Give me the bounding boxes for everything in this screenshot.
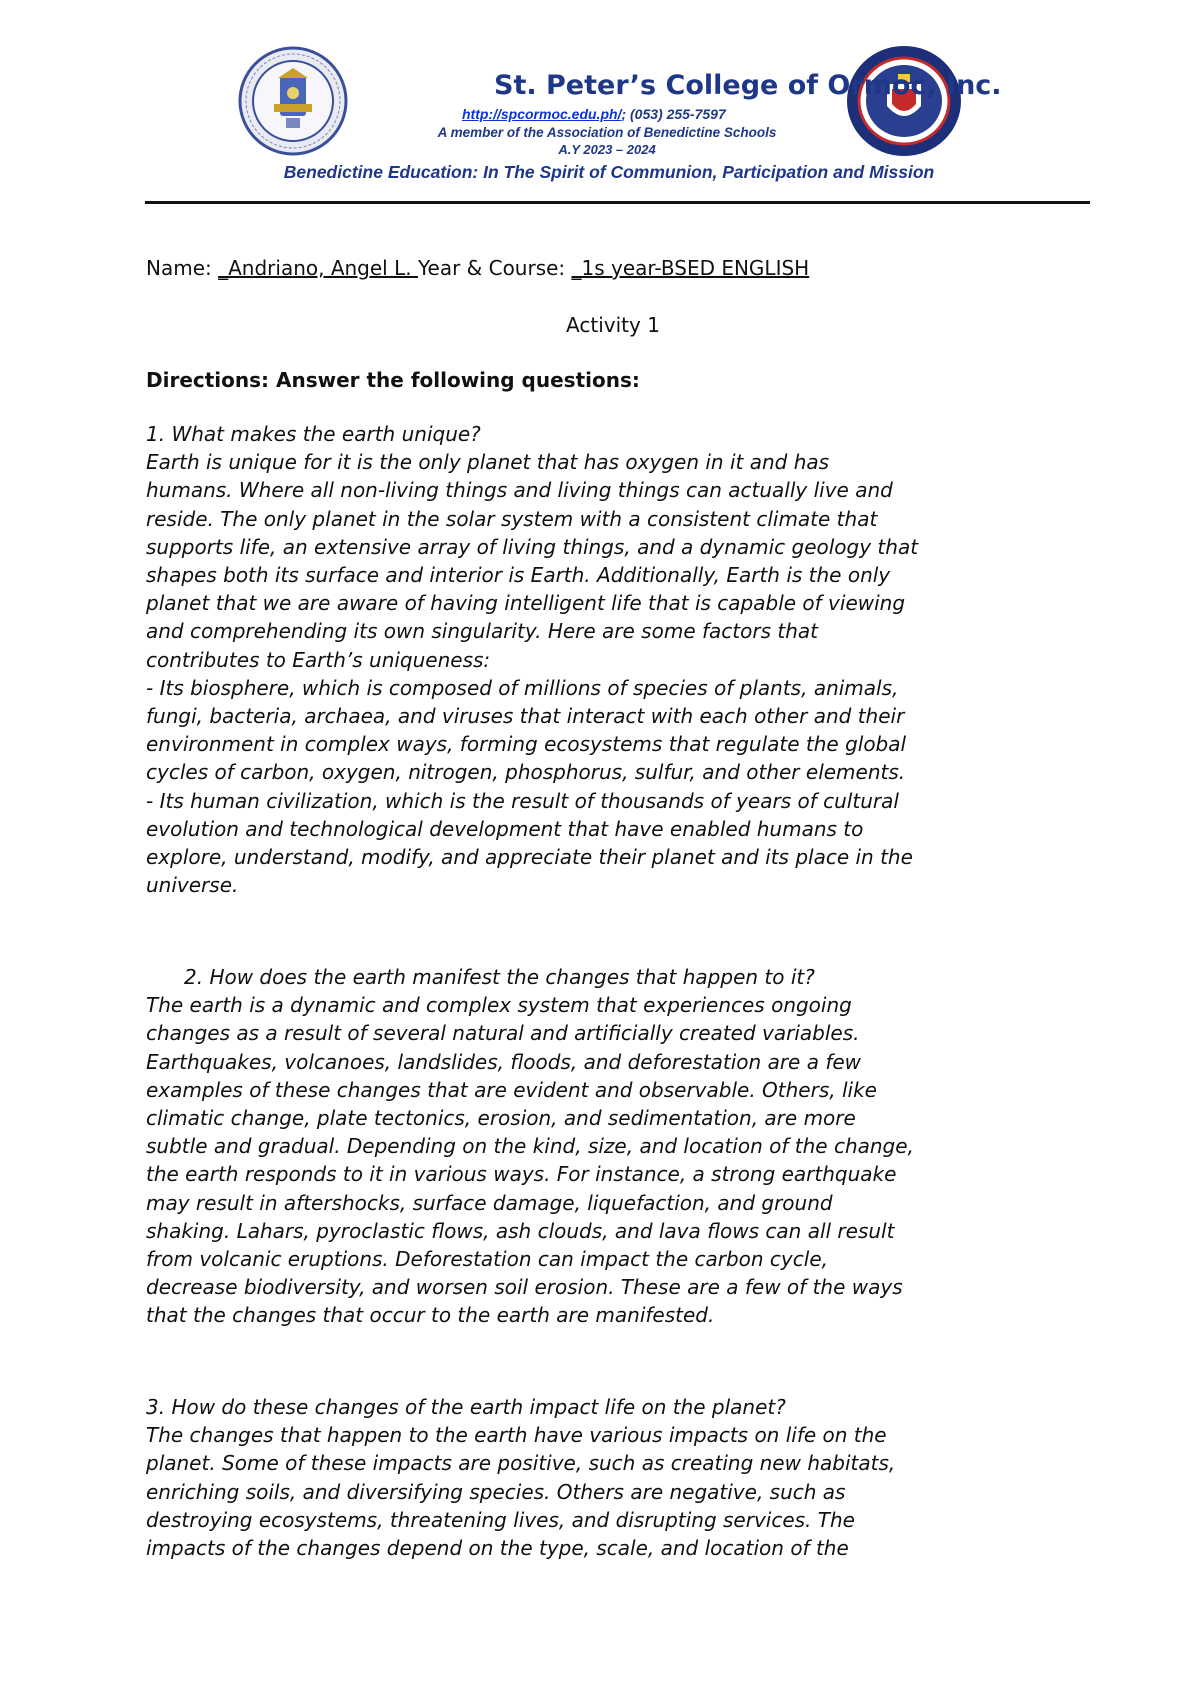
answer-line: - Its biosphere, which is composed of millions of species of plants, animals, [146, 675, 899, 700]
answer-line: - Its human civilization, which is the result of thousands of years of cultural [146, 788, 899, 813]
student-course: _1s year-BSED ENGLISH [571, 256, 810, 280]
answer-line: changes as a result of several natural and artificially created variables. [146, 1021, 860, 1046]
contact-line [462, 106, 726, 122]
answer-line: fungi, bacteria, archaea, and viruses that interact with each other and their [146, 704, 905, 729]
answer-line: shaking. Lahars, pyroclastic flows, ash clouds, and lava flows can all result [146, 1218, 895, 1243]
course-label: Year & Course: [417, 256, 572, 280]
answer-line: humans. Where all non-living things and living things can actually live and [146, 478, 893, 503]
question-block-2 [146, 963, 1106, 1330]
answer-text [146, 448, 1106, 899]
answer-line: from volcanic eruptions. Deforestation can impact the carbon cycle, [146, 1247, 828, 1272]
answer-line: enriching soils, and diversifying species. Others are negative, such as [146, 1479, 846, 1504]
student-name: _Andriano, Angel L. [218, 256, 418, 280]
answer-line: universe. [146, 873, 239, 898]
answer-line: that the changes that occur to the earth are manifested. [146, 1303, 715, 1328]
answer-line: impacts of the changes depend on the type, scale, and location of the [146, 1536, 849, 1561]
answer-line: planet. Some of these impacts are positive, such as creating new habitats, [146, 1451, 896, 1476]
header-divider [145, 201, 1090, 204]
answer-line: contributes to Earth’s uniqueness: [146, 647, 491, 672]
answer-line: The earth is a dynamic and complex system that experiences ongoing [146, 993, 852, 1018]
answer-line: The changes that happen to the earth have various impacts on life on the [146, 1423, 887, 1448]
answer-text [146, 1421, 1106, 1562]
question-text: 1. What makes the earth unique? [146, 422, 481, 446]
academic-year: A.Y 2023 – 2024 [558, 142, 656, 157]
answer-line: the earth responds to it in various ways. For instance, a strong earthquake [146, 1162, 897, 1187]
answer-line: may result in aftershocks, surface damage, liquefaction, and ground [146, 1190, 833, 1215]
answer-line: climatic change, plate tectonics, erosion, and sedimentation, are more [146, 1106, 856, 1131]
question-block-3 [146, 1393, 1106, 1562]
answer-text [146, 991, 1106, 1329]
answer-line: explore, understand, modify, and appreciate their planet and its place in the [146, 845, 913, 870]
answer-line: decrease biodiversity, and worsen soil erosion. These are a few of the ways [146, 1275, 903, 1300]
school-motto: Benedictine Education: In The Spirit of Communion, Participation and Mission [283, 162, 935, 182]
deped-seal-icon [845, 44, 963, 158]
answer-line: and comprehending its own singularity. Here are some factors that [146, 619, 818, 644]
answer-line: subtle and gradual. Depending on the kind, size, and location of the change, [146, 1134, 914, 1159]
activity-title: Activity 1 [566, 313, 660, 337]
answer-line: supports life, an extensive array of living things, and a dynamic geology that [146, 534, 919, 559]
question-block-1 [146, 420, 1106, 899]
answer-line: examples of these changes that are evident and observable. Others, like [146, 1077, 877, 1102]
answer-line: cycles of carbon, oxygen, nitrogen, phosphorus, sulfur, and other elements. [146, 760, 906, 785]
answer-line: shapes both its surface and interior is Earth. Additionally, Earth is the only [146, 563, 891, 588]
website-link[interactable]: http://spcormoc.edu.ph/ [462, 106, 622, 122]
question-text: 2. How does the earth manifest the changes that happen to it? [184, 965, 815, 989]
answer-line: evolution and technological development that have enabled humans to [146, 816, 864, 841]
answer-line: Earthquakes, volcanoes, landslides, floods, and deforestation are a few [146, 1049, 862, 1074]
answer-line: Earth is unique for it is the only planet that has oxygen in it and has [146, 450, 830, 475]
member-line: A member of the Association of Benedictine Schools [437, 125, 777, 140]
answer-line: reside. The only planet in the solar system with a consistent climate that [146, 506, 878, 531]
student-info-line [146, 256, 809, 280]
answer-line: environment in complex ways, forming ecosystems that regulate the global [146, 732, 907, 757]
answer-line: planet that we are aware of having intelligent life that is capable of viewing [146, 591, 906, 616]
question-text: 3. How do these changes of the earth impact life on the planet? [146, 1395, 786, 1419]
name-label: Name: [146, 256, 219, 280]
directions: Directions: Answer the following questions: [146, 368, 640, 392]
answer-line: destroying ecosystems, threatening lives, and disrupting services. The [146, 1507, 855, 1532]
phone-number: ; (053) 255-7597 [621, 106, 726, 122]
school-name: St. Peter’s College of Ormoc, Inc. [494, 70, 1002, 101]
